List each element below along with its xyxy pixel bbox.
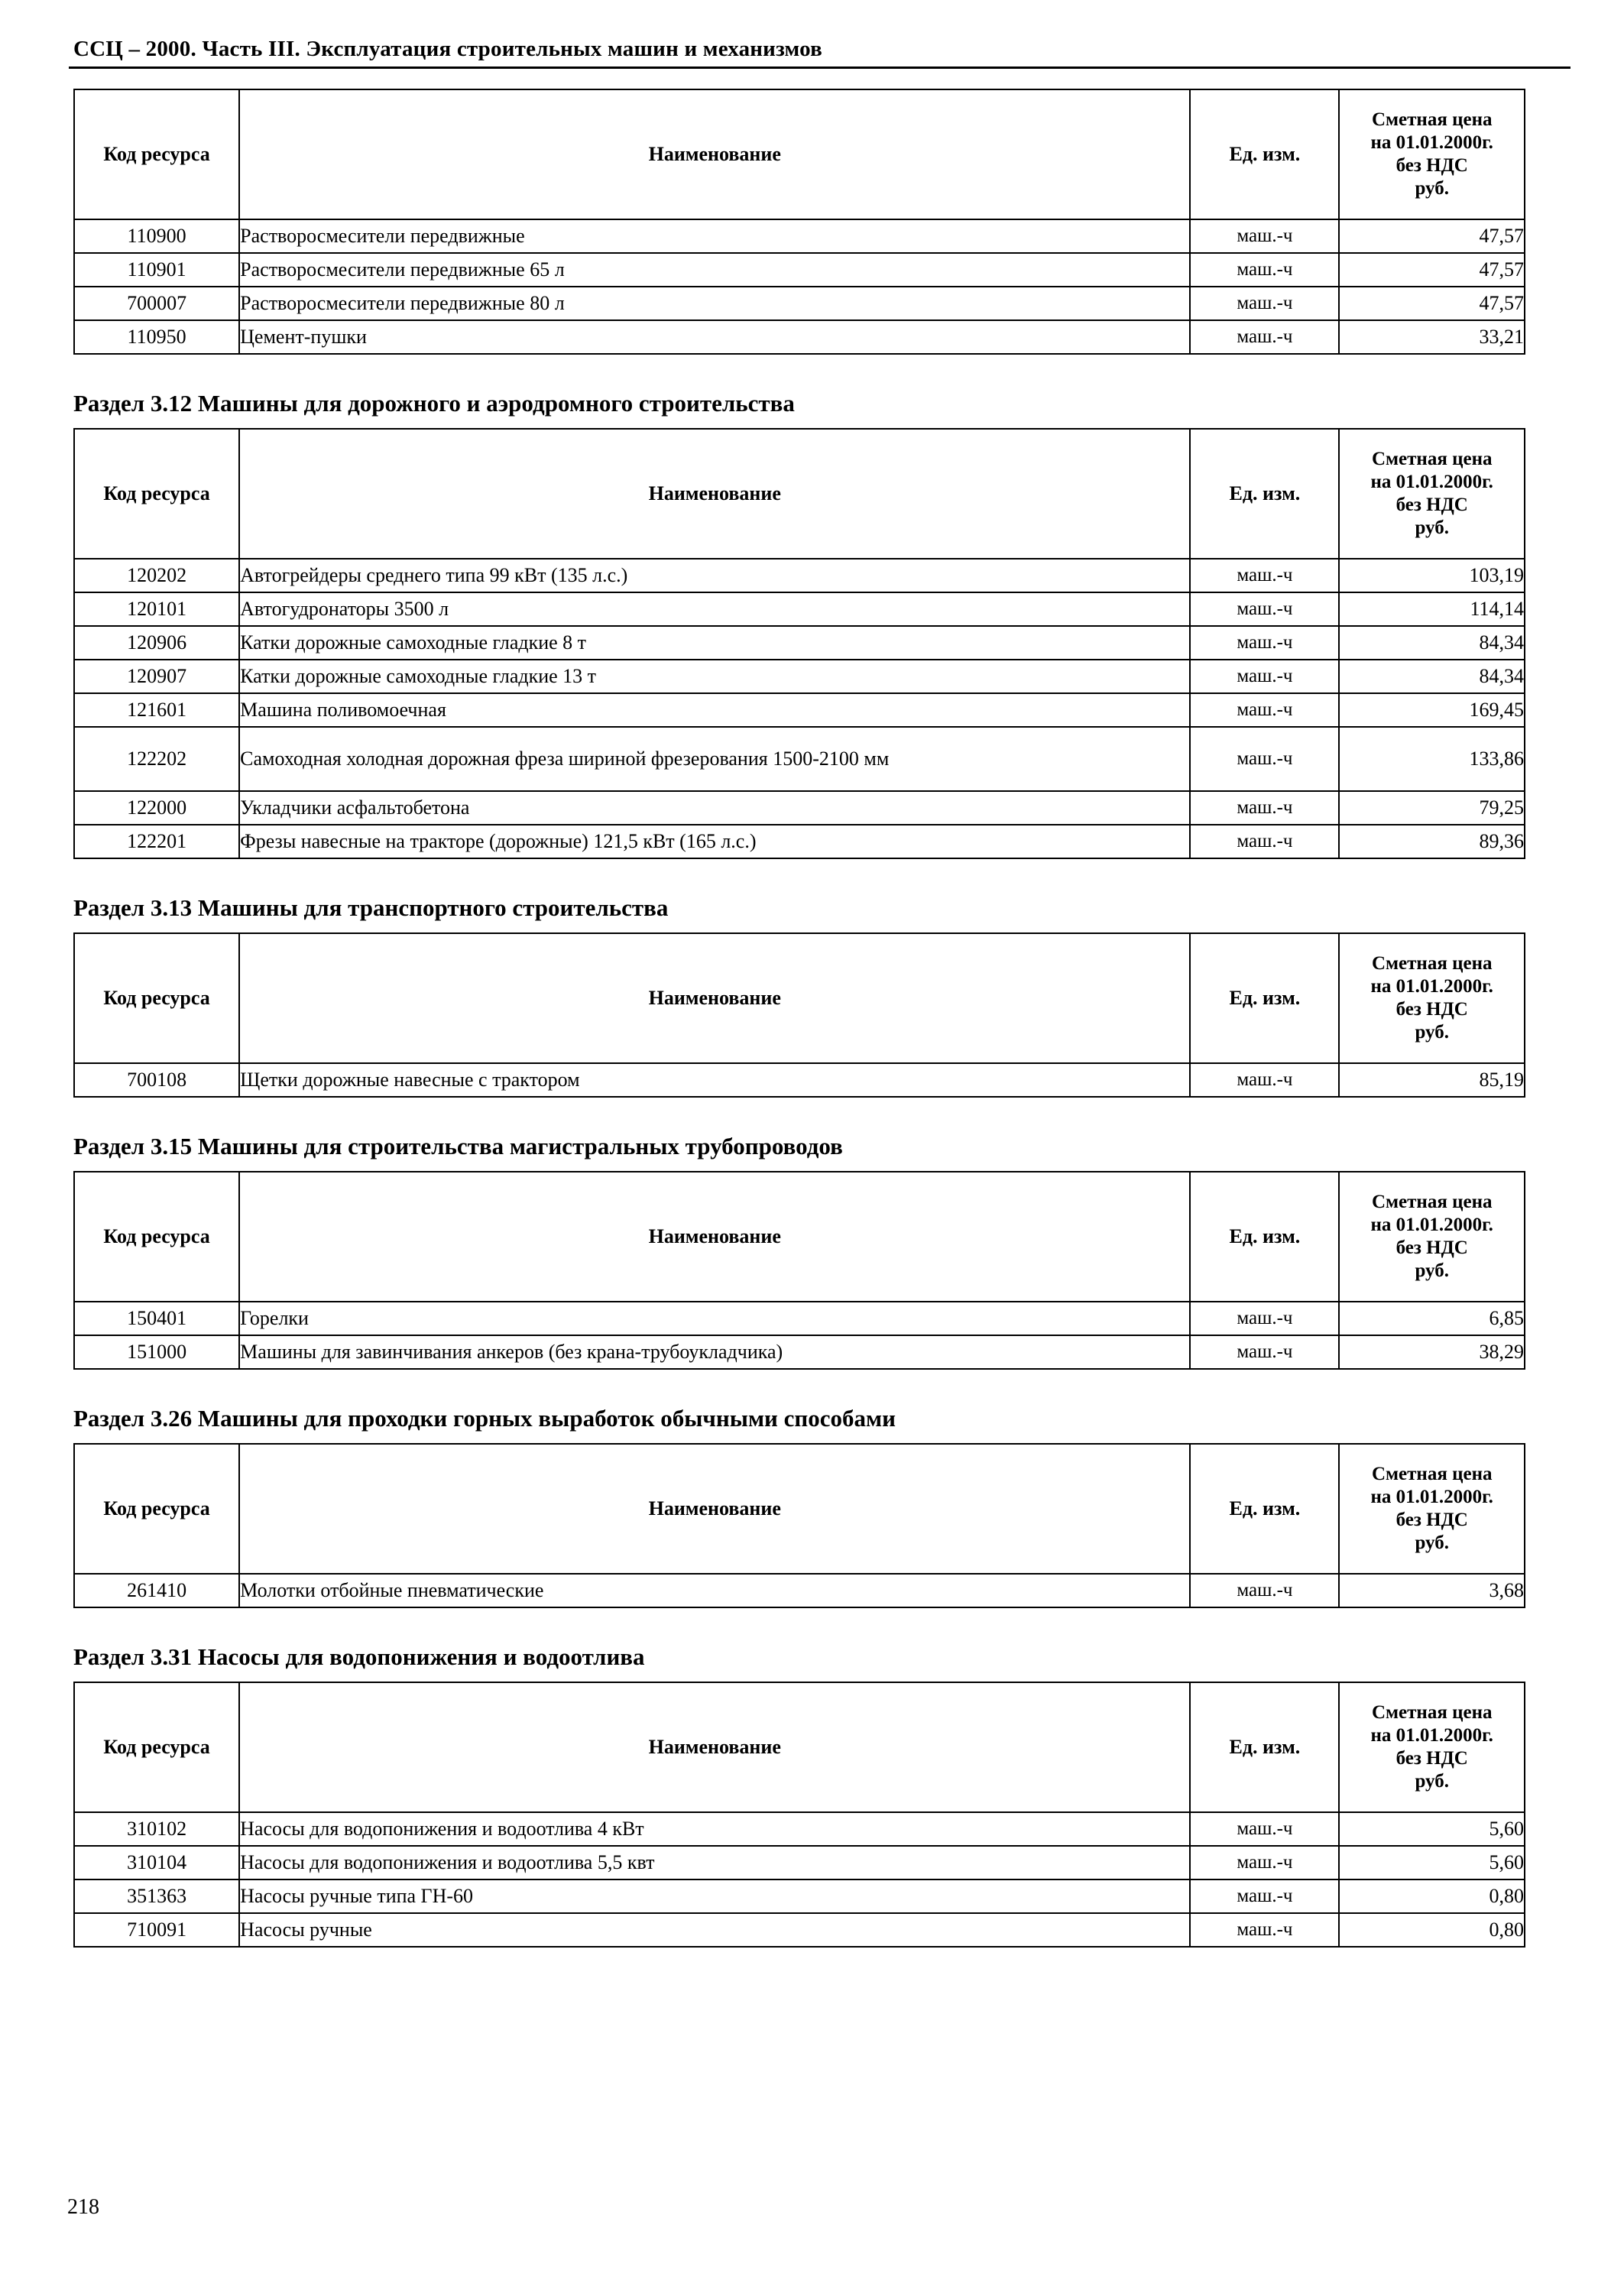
column-header-price-line-3: без НДС — [1395, 495, 1468, 515]
cell-resource-code: 700007 — [74, 287, 239, 320]
column-header-price-line-1: Сметная цена — [1371, 1464, 1493, 1484]
cell-resource-name: Растворосмесители передвижные 65 л — [239, 253, 1190, 287]
resource-price-table — [73, 1171, 1525, 1370]
column-header-unit: Ед. изм. — [1190, 89, 1339, 219]
column-header-price-line-3: без НДС — [1395, 1510, 1468, 1530]
cell-unit: маш.-ч — [1190, 320, 1339, 354]
cell-price: 84,34 — [1339, 660, 1525, 693]
table-header-row — [74, 429, 1525, 559]
column-header-name: Наименование — [239, 89, 1190, 219]
column-header-price-line-3: без НДС — [1395, 1748, 1468, 1769]
cell-resource-name: Самоходная холодная дорожная фреза шириной фрезерования 1500-2100 мм — [239, 727, 1190, 791]
cell-resource-code: 122201 — [74, 825, 239, 858]
cell-unit: маш.-ч — [1190, 1574, 1339, 1607]
table-header-row — [74, 1172, 1525, 1302]
column-header-price — [1339, 1444, 1525, 1574]
column-header-price-line-4: руб. — [1415, 517, 1449, 538]
column-header-code: Код ресурса — [74, 89, 239, 219]
cell-resource-code: 122202 — [74, 727, 239, 791]
column-header-price-line-4: руб. — [1415, 1260, 1449, 1281]
cell-price: 133,86 — [1339, 727, 1525, 791]
cell-price: 0,80 — [1339, 1879, 1525, 1913]
cell-resource-name: Молотки отбойные пневматические — [239, 1574, 1190, 1607]
cell-resource-code: 110901 — [74, 253, 239, 287]
table-row — [74, 1846, 1525, 1879]
column-header-price-line-2: на 01.01.2000г. — [1370, 1725, 1493, 1746]
cell-unit: маш.-ч — [1190, 1302, 1339, 1335]
table-row — [74, 1063, 1525, 1097]
cell-resource-name: Растворосмесители передвижные — [239, 219, 1190, 253]
cell-price: 79,25 — [1339, 791, 1525, 825]
cell-price: 3,68 — [1339, 1574, 1525, 1607]
cell-resource-code: 351363 — [74, 1879, 239, 1913]
resource-price-table — [73, 89, 1525, 355]
table-row — [74, 1335, 1525, 1369]
running-head: ССЦ – 2000. Часть III. Эксплуатация строительных машин и механизмов — [73, 37, 822, 61]
cell-resource-name: Насосы для водопонижения и водоотлива 5,5 квт — [239, 1846, 1190, 1879]
cell-resource-name: Катки дорожные самоходные гладкие 8 т — [239, 626, 1190, 660]
cell-resource-code: 120101 — [74, 592, 239, 626]
cell-resource-code: 110900 — [74, 219, 239, 253]
column-header-unit: Ед. изм. — [1190, 1682, 1339, 1812]
resource-price-table — [73, 1443, 1525, 1608]
table-row — [74, 1913, 1525, 1947]
table-row — [74, 825, 1525, 858]
cell-resource-code: 710091 — [74, 1913, 239, 1947]
cell-resource-name: Укладчики асфальтобетона — [239, 791, 1190, 825]
cell-price: 47,57 — [1339, 219, 1525, 253]
cell-price: 38,29 — [1339, 1335, 1525, 1369]
column-header-code: Код ресурса — [74, 1172, 239, 1302]
section-title: Раздел 3.26 Машины для проходки горных выработок обычными способами — [73, 1405, 896, 1432]
cell-unit: маш.-ч — [1190, 559, 1339, 592]
page-number: 218 — [67, 2195, 99, 2219]
section-title: Раздел 3.15 Машины для строительства магистральных трубопроводов — [73, 1133, 843, 1159]
page-content — [69, 37, 1571, 1948]
table-row — [74, 1812, 1525, 1846]
resource-price-table — [73, 1682, 1525, 1948]
cell-resource-name: Насосы ручные — [239, 1913, 1190, 1947]
cell-resource-name: Автогудронаторы 3500 л — [239, 592, 1190, 626]
column-header-name: Наименование — [239, 1682, 1190, 1812]
cell-price: 0,80 — [1339, 1913, 1525, 1947]
cell-unit: маш.-ч — [1190, 1879, 1339, 1913]
cell-price: 5,60 — [1339, 1812, 1525, 1846]
table-row — [74, 1574, 1525, 1607]
cell-unit: маш.-ч — [1190, 660, 1339, 693]
cell-resource-code: 120202 — [74, 559, 239, 592]
column-header-price-line-4: руб. — [1415, 1532, 1449, 1553]
column-header-unit: Ед. изм. — [1190, 429, 1339, 559]
cell-unit: маш.-ч — [1190, 219, 1339, 253]
running-head-rule — [69, 66, 1571, 69]
cell-price: 6,85 — [1339, 1302, 1525, 1335]
column-header-price-line-2: на 01.01.2000г. — [1370, 132, 1493, 153]
section-title: Раздел 3.12 Машины для дорожного и аэродромного строительства — [73, 390, 795, 417]
column-header-price — [1339, 429, 1525, 559]
column-header-name: Наименование — [239, 1444, 1190, 1574]
cell-unit: маш.-ч — [1190, 1335, 1339, 1369]
table-row — [74, 791, 1525, 825]
column-header-price-line-4: руб. — [1415, 1771, 1449, 1792]
cell-resource-name: Насосы для водопонижения и водоотлива 4 кВт — [239, 1812, 1190, 1846]
cell-price: 169,45 — [1339, 693, 1525, 727]
column-header-price-line-3: без НДС — [1395, 155, 1468, 176]
cell-resource-code: 261410 — [74, 1574, 239, 1607]
table-row — [74, 1302, 1525, 1335]
column-header-code: Код ресурса — [74, 933, 239, 1063]
column-header-name: Наименование — [239, 1172, 1190, 1302]
cell-unit: маш.-ч — [1190, 693, 1339, 727]
cell-resource-code: 310104 — [74, 1846, 239, 1879]
cell-resource-code: 110950 — [74, 320, 239, 354]
table-row — [74, 320, 1525, 354]
cell-unit: маш.-ч — [1190, 626, 1339, 660]
cell-price: 85,19 — [1339, 1063, 1525, 1097]
cell-resource-name: Щетки дорожные навесные с трактором — [239, 1063, 1190, 1097]
cell-unit: маш.-ч — [1190, 825, 1339, 858]
cell-resource-name: Фрезы навесные на тракторе (дорожные) 121,5 кВт (165 л.с.) — [239, 825, 1190, 858]
column-header-price-line-4: руб. — [1415, 178, 1449, 199]
resource-price-table — [73, 932, 1525, 1098]
cell-unit: маш.-ч — [1190, 592, 1339, 626]
column-header-unit: Ед. изм. — [1190, 933, 1339, 1063]
cell-unit: маш.-ч — [1190, 1812, 1339, 1846]
cell-price: 103,19 — [1339, 559, 1525, 592]
resource-price-table — [73, 428, 1525, 859]
cell-price: 33,21 — [1339, 320, 1525, 354]
column-header-code: Код ресурса — [74, 429, 239, 559]
cell-resource-name: Растворосмесители передвижные 80 л — [239, 287, 1190, 320]
cell-resource-code: 150401 — [74, 1302, 239, 1335]
cell-resource-code: 121601 — [74, 693, 239, 727]
table-header-row — [74, 933, 1525, 1063]
cell-unit: маш.-ч — [1190, 1846, 1339, 1879]
cell-resource-name: Машина поливомоечная — [239, 693, 1190, 727]
column-header-code: Код ресурса — [74, 1682, 239, 1812]
table-row — [74, 253, 1525, 287]
cell-resource-name: Горелки — [239, 1302, 1190, 1335]
column-header-price-line-2: на 01.01.2000г. — [1370, 472, 1493, 492]
table-header-row — [74, 1444, 1525, 1574]
cell-unit: маш.-ч — [1190, 287, 1339, 320]
cell-resource-name: Катки дорожные самоходные гладкие 13 т — [239, 660, 1190, 693]
table-row — [74, 219, 1525, 253]
column-header-unit: Ед. изм. — [1190, 1444, 1339, 1574]
cell-resource-code: 120907 — [74, 660, 239, 693]
table-row — [74, 287, 1525, 320]
cell-unit: маш.-ч — [1190, 1913, 1339, 1947]
sections-container — [69, 89, 1571, 1948]
column-header-code: Код ресурса — [74, 1444, 239, 1574]
table-header-row — [74, 89, 1525, 219]
cell-price: 5,60 — [1339, 1846, 1525, 1879]
cell-resource-name: Цемент-пушки — [239, 320, 1190, 354]
column-header-price-line-3: без НДС — [1395, 1237, 1468, 1258]
table-header-row — [74, 1682, 1525, 1812]
cell-resource-code: 122000 — [74, 791, 239, 825]
section-title: Раздел 3.31 Насосы для водопонижения и водоотлива — [73, 1643, 645, 1670]
column-header-price-line-1: Сметная цена — [1371, 1192, 1493, 1212]
cell-resource-name: Насосы ручные типа ГН-60 — [239, 1879, 1190, 1913]
table-row — [74, 559, 1525, 592]
cell-unit: маш.-ч — [1190, 791, 1339, 825]
table-row — [74, 592, 1525, 626]
table-row — [74, 727, 1525, 791]
table-row — [74, 626, 1525, 660]
cell-unit: маш.-ч — [1190, 1063, 1339, 1097]
cell-resource-code: 310102 — [74, 1812, 239, 1846]
cell-resource-name: Машины для завинчивания анкеров (без крана-трубоукладчика) — [239, 1335, 1190, 1369]
column-header-name: Наименование — [239, 429, 1190, 559]
cell-resource-code: 151000 — [74, 1335, 239, 1369]
table-row — [74, 660, 1525, 693]
cell-unit: маш.-ч — [1190, 253, 1339, 287]
cell-unit: маш.-ч — [1190, 727, 1339, 791]
cell-price: 47,57 — [1339, 253, 1525, 287]
column-header-price-line-1: Сметная цена — [1371, 449, 1493, 469]
table-row — [74, 1879, 1525, 1913]
column-header-price — [1339, 933, 1525, 1063]
column-header-price-line-1: Сметная цена — [1371, 109, 1493, 130]
cell-resource-name: Автогрейдеры среднего типа 99 кВт (135 л.с.) — [239, 559, 1190, 592]
column-header-unit: Ед. изм. — [1190, 1172, 1339, 1302]
column-header-price-line-3: без НДС — [1395, 999, 1468, 1020]
column-header-price-line-2: на 01.01.2000г. — [1370, 1487, 1493, 1507]
column-header-price-line-4: руб. — [1415, 1022, 1449, 1043]
cell-price: 89,36 — [1339, 825, 1525, 858]
cell-price: 47,57 — [1339, 287, 1525, 320]
column-header-price-line-1: Сметная цена — [1371, 1702, 1493, 1723]
cell-price: 114,14 — [1339, 592, 1525, 626]
column-header-price-line-2: на 01.01.2000г. — [1370, 1215, 1493, 1235]
column-header-price — [1339, 1172, 1525, 1302]
cell-resource-code: 700108 — [74, 1063, 239, 1097]
column-header-price-line-2: на 01.01.2000г. — [1370, 976, 1493, 997]
cell-price: 84,34 — [1339, 626, 1525, 660]
column-header-price — [1339, 1682, 1525, 1812]
column-header-name: Наименование — [239, 933, 1190, 1063]
column-header-price-line-1: Сметная цена — [1371, 953, 1493, 974]
section-title: Раздел 3.13 Машины для транспортного строительства — [73, 894, 669, 921]
table-row — [74, 693, 1525, 727]
column-header-price — [1339, 89, 1525, 219]
cell-resource-code: 120906 — [74, 626, 239, 660]
